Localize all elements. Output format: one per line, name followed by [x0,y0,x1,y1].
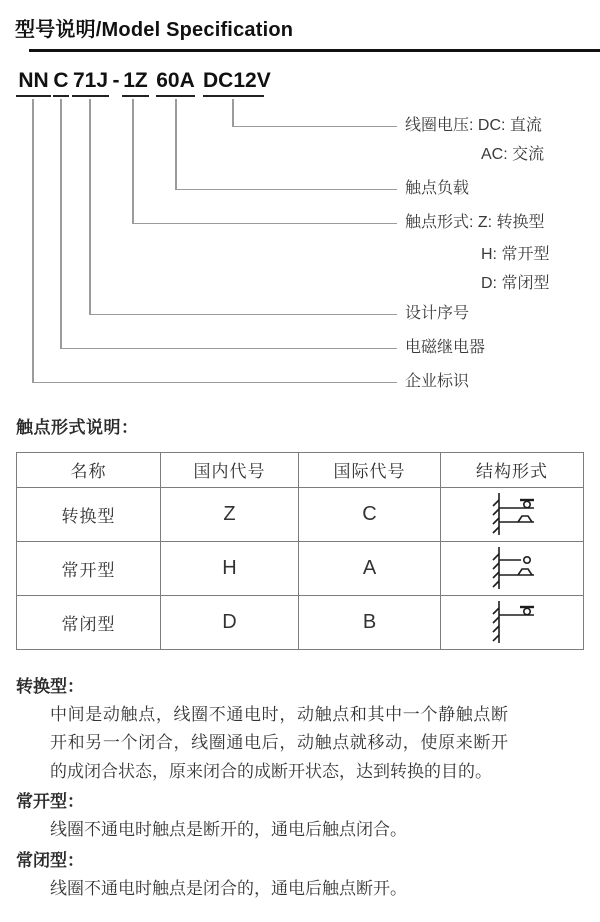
definition-description: 中间是动触点，线圈不通电时，动触点和其中一个静触点断开和另一个闭合，线圈通电后，动触点就移动，使原来断开的成闭合状态，原来闭合的成断开状态，达到转换的目的。 [50,704,508,781]
callout-relay-type: 电磁继电器 [405,338,486,356]
definition-description: 线圈不通电时触点是断开的，通电后触点闭合。 [50,820,407,839]
normally-closed-contact-symbol [482,599,542,645]
definition-description: 线圈不通电时触点是闭合的，通电后触点断开。 [50,878,407,898]
cell-structure-form [441,487,584,541]
cell-name: 常闭型 [17,595,161,649]
callout-contact-form-d: D: 常闭型 [481,274,550,292]
connector-line-coil-voltage-v [232,99,234,126]
contact-form-table [16,452,584,650]
connector-line-design-serial-h [89,314,397,316]
changeover-contact-symbol [482,491,542,537]
col-header-domestic-code: 国内代号 [161,452,299,487]
table-row [17,595,584,649]
definition-term: 常开型： [16,792,84,811]
cell-structure-form [441,541,584,595]
connector-line-contact-form-v [132,99,134,223]
cell-international-code: B [299,595,441,649]
model-token-form: 1Z [122,69,149,97]
normally-open-contact-symbol [482,545,542,591]
model-token-voltage: DC12V [203,69,264,97]
connector-line-contact-load-h [175,189,397,191]
connector-line-relay-v [60,99,62,348]
cell-name: 转换型 [17,487,161,541]
model-token-brand: NN [16,69,51,97]
model-breakdown-diagram [0,52,600,405]
callout-contact-form-h: H: 常开型 [481,245,550,263]
callout-contact-load: 触点负载 [405,179,470,197]
connector-line-design-serial-v [89,99,91,314]
cell-domestic-code: D [161,595,299,649]
connector-line-brand-v [32,99,34,382]
contact-form-definitions [16,672,600,904]
table-row [17,487,584,541]
model-token-load: 60A [156,69,195,97]
connector-line-coil-voltage-h [232,126,397,128]
col-header-name: 名称 [17,452,161,487]
definition-changeover [16,672,600,787]
definition-normally-open [16,787,600,845]
model-token-serial: 71J [72,69,109,97]
table-header-row [17,452,584,487]
model-token-dash: - [112,68,120,92]
contact-form-heading: 触点形式说明： [16,417,139,437]
callout-brand-id: 企业标识 [405,372,470,390]
cell-name: 常开型 [17,541,161,595]
col-header-structure-form: 结构形式 [441,452,584,487]
table-row [17,541,584,595]
cell-international-code: A [299,541,441,595]
callout-design-serial: 设计序号 [405,304,470,322]
connector-line-brand-h [32,382,397,384]
callout-coil-voltage-ac: AC: 交流 [481,145,545,163]
callout-contact-form: 触点形式: Z: 转换型 [405,213,545,231]
connector-line-contact-load-v [175,99,177,189]
model-token-relay: C [53,69,69,97]
cell-domestic-code: H [161,541,299,595]
page-header [0,0,600,52]
cell-international-code: C [299,487,441,541]
definition-normally-closed [16,846,600,904]
col-header-international-code: 国际代号 [299,452,441,487]
connector-line-relay-h [60,348,397,350]
callout-coil-voltage: 线圈电压: DC: 直流 [405,116,542,134]
cell-structure-form [441,595,584,649]
cell-domestic-code: Z [161,487,299,541]
connector-line-contact-form-h [132,223,397,225]
page-title: 型号说明/Model Specification [15,19,294,41]
definition-term: 常闭型： [16,850,84,870]
definition-term: 转换型： [16,676,84,696]
